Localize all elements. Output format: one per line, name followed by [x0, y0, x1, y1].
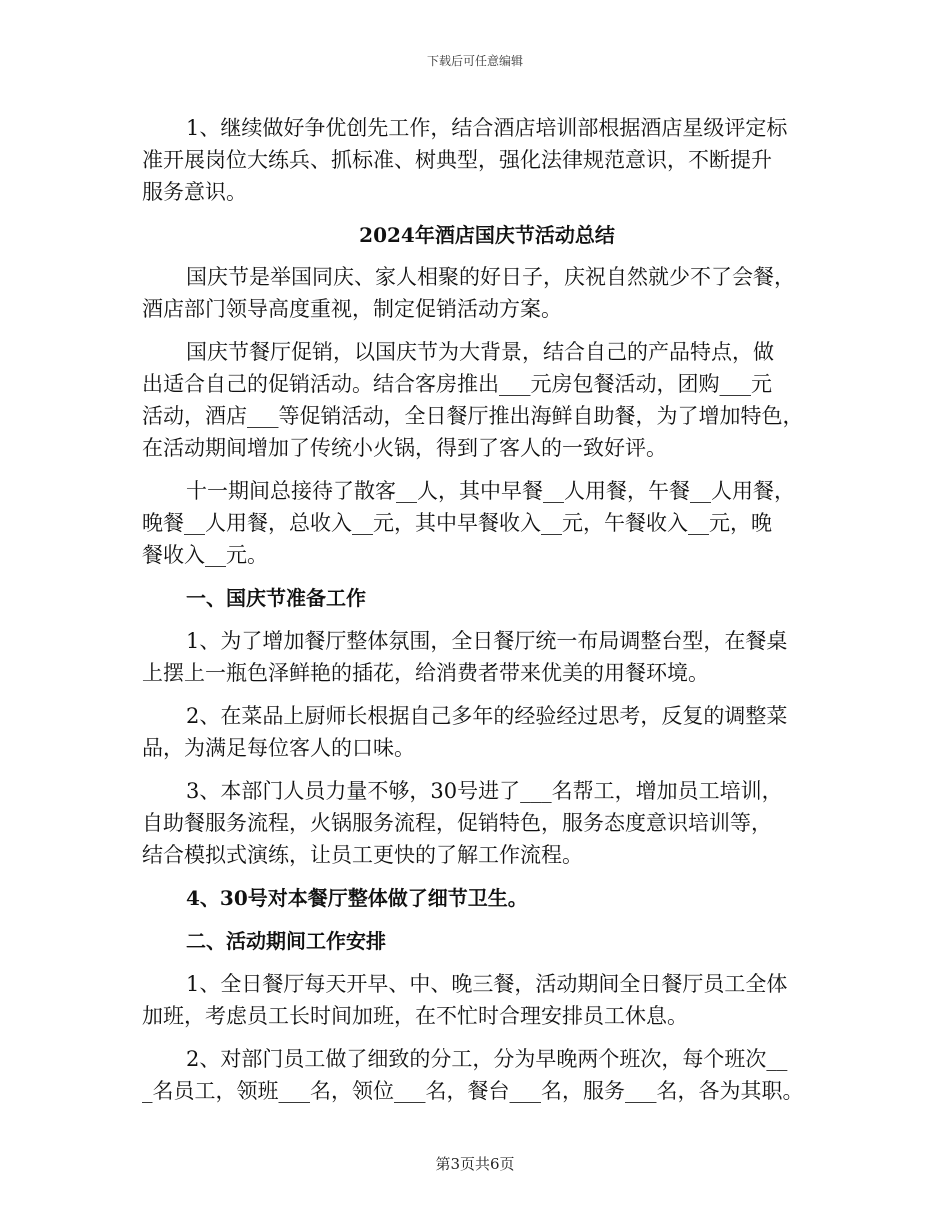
paragraph-line: _名员工，领班___名，领位___名，餐台___名，服务___名，各为其职。	[142, 1079, 804, 1103]
paragraph-line: 在活动期间增加了传统小火锅，得到了客人的一致好评。	[142, 436, 667, 460]
paragraph-line: 晚餐__人用餐，总收入__元，其中早餐收入__元，午餐收入__元，晚	[142, 511, 772, 535]
arrangement-item-1	[142, 968, 832, 1032]
paragraph-line: 国庆节是举国同庆、家人相聚的好日子，庆祝自然就少不了会餐，	[186, 265, 795, 289]
paragraph-line: 国庆节餐厅促销，以国庆节为大背景，结合自己的产品特点，做	[186, 340, 774, 364]
preparation-item-4: 4、30号对本餐厅整体做了细节卫生。	[186, 886, 528, 910]
paragraph-line: 结合模拟式演练，让员工更快的了解工作流程。	[142, 843, 583, 867]
paragraph-line: 酒店部门领导高度重视，制定促销活动方案。	[142, 297, 562, 321]
preparation-item-1	[142, 625, 832, 689]
paragraph-line: 活动，酒店___等促销活动，全日餐厅推出海鲜自助餐，为了增加特色，	[142, 404, 804, 428]
paragraph-holiday-intro	[142, 261, 832, 325]
paragraph-line: 品，为满足每位客人的口味。	[142, 736, 415, 760]
paragraph-line: 自助餐服务流程，火锅服务流程，促销特色，服务态度意识培训等，	[142, 811, 772, 835]
paragraph-line: 准开展岗位大练兵、抓标准、树典型，强化法律规范意识，不断提升	[142, 148, 772, 172]
paragraph-line: 2、对部门员工做了细致的分工，分为早晚两个班次，每个班次__	[186, 1047, 788, 1071]
paragraph-line: 3、本部门人员力量不够，30号进了___名帮工，增加员工培训，	[186, 779, 783, 803]
paragraph-line: 1、为了增加餐厅整体氛围，全日餐厅统一布局调整台型，在餐桌	[186, 629, 788, 653]
paragraph-line: 2、在菜品上厨师长根据自己多年的经验经过思考，反复的调整菜	[186, 704, 788, 728]
paragraph-line: 加班，考虑员工长时间加班，在不忙时合理安排员工休息。	[142, 1004, 688, 1028]
preparation-item-2	[142, 700, 832, 764]
intro-paragraph	[142, 112, 832, 208]
document-title: 2024年酒店国庆节活动总结	[359, 223, 615, 247]
paragraph-line: 1、全日餐厅每天开早、中、晚三餐，活动期间全日餐厅员工全体	[186, 972, 788, 996]
document-body	[142, 112, 832, 1118]
paragraph-line: 1、继续做好争优创先工作，结合酒店培训部根据酒店星级评定标	[186, 116, 788, 140]
section-heading-arrangement: 二、活动期间工作安排	[186, 929, 386, 953]
page-header: 下载后可任意编辑	[426, 54, 523, 68]
preparation-item-3	[142, 775, 832, 871]
page-number: 第3页共6页	[435, 1155, 515, 1173]
arrangement-item-2	[142, 1043, 832, 1107]
paragraph-line: 服务意识。	[142, 180, 247, 204]
section-heading-preparation: 一、国庆节准备工作	[186, 586, 366, 610]
paragraph-line: 出适合自己的促销活动。结合客房推出___元房包餐活动，团购___元	[142, 372, 772, 396]
paragraph-line: 餐收入__元。	[142, 543, 268, 567]
paragraph-line: 十一期间总接待了散客__人，其中早餐__人用餐，午餐__人用餐，	[186, 479, 795, 503]
paragraph-statistics	[142, 475, 832, 571]
paragraph-line: 上摆上一瓶色泽鲜艳的插花，给消费者带来优美的用餐环境。	[142, 661, 709, 685]
paragraph-promotion	[142, 336, 832, 464]
